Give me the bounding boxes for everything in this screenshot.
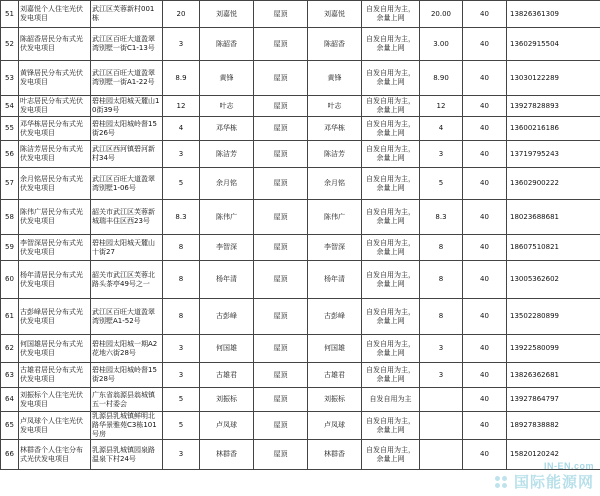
grid-capacity: 20.00 bbox=[420, 1, 463, 28]
project-owner: 余月铭 bbox=[200, 168, 254, 200]
investor-name: 陈洁芳 bbox=[308, 141, 362, 168]
grid-capacity: 5 bbox=[420, 168, 463, 200]
table-row bbox=[1, 363, 600, 388]
grid-capacity: 8 bbox=[420, 299, 463, 335]
project-address: 碧桂园太阳城天麓山十街27 bbox=[91, 235, 163, 261]
project-address: 乳源县乳城镇园泉路温泉下村24号 bbox=[91, 440, 163, 470]
investor-name: 卢凤球 bbox=[308, 412, 362, 440]
grid-capacity: 8 bbox=[420, 261, 463, 299]
voltage-level: 40 bbox=[463, 141, 507, 168]
contact-phone: 13927828893 bbox=[507, 96, 600, 117]
voltage-level: 40 bbox=[463, 61, 507, 96]
grid-connection-mode: 自发自用为主，余量上网 bbox=[362, 1, 420, 28]
project-owner: 黄锋 bbox=[200, 61, 254, 96]
project-owner: 陈洁芳 bbox=[200, 141, 254, 168]
grid-capacity: 8 bbox=[420, 235, 463, 261]
contact-phone: 13502280899 bbox=[507, 299, 600, 335]
installed-capacity: 8 bbox=[163, 299, 200, 335]
project-owner: 卢凤球 bbox=[200, 412, 254, 440]
project-address: 韶关市武江区芙蓉北路头茶亭49号之一 bbox=[91, 261, 163, 299]
table-row bbox=[1, 141, 600, 168]
contact-phone: 18607510821 bbox=[507, 235, 600, 261]
project-address: 广东省翁源县翁城镇五一村委会 bbox=[91, 388, 163, 412]
project-owner: 何国雄 bbox=[200, 335, 254, 363]
table-row bbox=[1, 235, 600, 261]
project-name: 卢凤球个人住宅光伏发电项目 bbox=[19, 412, 91, 440]
investor-name: 余月铭 bbox=[308, 168, 362, 200]
project-name: 李智深居民分布式光伏发电项目 bbox=[19, 235, 91, 261]
project-address: 碧桂园太阳城岭督15街28号 bbox=[91, 363, 163, 388]
row-number: 53 bbox=[1, 61, 19, 96]
grid-connection-mode: 自发自用为主，余量上网 bbox=[362, 141, 420, 168]
project-address: 武江区百旺大道盈翠湾别墅一街C1-13号 bbox=[91, 28, 163, 61]
grid-connection-mode: 自发自用为主，余量上网 bbox=[362, 412, 420, 440]
project-owner: 刘振标 bbox=[200, 388, 254, 412]
project-name: 陈洁芳居民分布式光伏发电项目 bbox=[19, 141, 91, 168]
project-owner: 刘嘉悦 bbox=[200, 1, 254, 28]
installed-capacity: 3 bbox=[163, 28, 200, 61]
voltage-level: 40 bbox=[463, 235, 507, 261]
investor-name: 杨年清 bbox=[308, 261, 362, 299]
table-row bbox=[1, 299, 600, 335]
contact-phone: 13602915504 bbox=[507, 28, 600, 61]
grid-capacity: 12 bbox=[420, 96, 463, 117]
installed-capacity: 12 bbox=[163, 96, 200, 117]
project-name: 叶志居民分布式光伏发电项目 bbox=[19, 96, 91, 117]
install-location: 屋顶 bbox=[254, 61, 308, 96]
table-body bbox=[1, 1, 600, 470]
project-name: 邓华栋居民分布式光伏发电项目 bbox=[19, 117, 91, 141]
project-name: 陈韶香居民分布式光伏发电项目 bbox=[19, 28, 91, 61]
watermark-name: 国际能源网 bbox=[513, 474, 594, 491]
installed-capacity: 3 bbox=[163, 440, 200, 470]
row-number: 51 bbox=[1, 1, 19, 28]
grid-connection-mode: 自发自用为主，余量上网 bbox=[362, 299, 420, 335]
project-name: 林群香个人住宅分布式光伏发电项目 bbox=[19, 440, 91, 470]
row-number: 56 bbox=[1, 141, 19, 168]
project-name: 古彭峰居民分布式光伏发电项目 bbox=[19, 299, 91, 335]
install-location: 屋顶 bbox=[254, 117, 308, 141]
row-number: 59 bbox=[1, 235, 19, 261]
voltage-level: 40 bbox=[463, 440, 507, 470]
voltage-level: 40 bbox=[463, 1, 507, 28]
table-row bbox=[1, 96, 600, 117]
grid-capacity bbox=[420, 440, 463, 470]
grid-capacity bbox=[420, 388, 463, 412]
grid-capacity: 4 bbox=[420, 117, 463, 141]
project-name: 杨年清居民分布式光伏发电项目 bbox=[19, 261, 91, 299]
installed-capacity: 8.3 bbox=[163, 200, 200, 235]
voltage-level: 40 bbox=[463, 200, 507, 235]
contact-phone: 13719795243 bbox=[507, 141, 600, 168]
investor-name: 叶志 bbox=[308, 96, 362, 117]
contact-phone: 13927864797 bbox=[507, 388, 600, 412]
watermark-domain: IN-EN.com bbox=[543, 461, 594, 471]
voltage-level: 40 bbox=[463, 117, 507, 141]
contact-phone: 18023688681 bbox=[507, 200, 600, 235]
installed-capacity: 20 bbox=[163, 1, 200, 28]
project-owner: 陈韶香 bbox=[200, 28, 254, 61]
investor-name: 黄锋 bbox=[308, 61, 362, 96]
installed-capacity: 8 bbox=[163, 235, 200, 261]
project-name: 何国雄居民分布式光伏发电项目 bbox=[19, 335, 91, 363]
project-owner: 古雄君 bbox=[200, 363, 254, 388]
project-name: 刘嘉悦个人住宅光伏发电项目 bbox=[19, 1, 91, 28]
install-location: 屋顶 bbox=[254, 96, 308, 117]
table-row bbox=[1, 440, 600, 470]
project-address: 碧桂园太阳城一期A2花地六街28号 bbox=[91, 335, 163, 363]
installed-capacity: 8.9 bbox=[163, 61, 200, 96]
row-number: 60 bbox=[1, 261, 19, 299]
contact-phone: 13602900222 bbox=[507, 168, 600, 200]
installed-capacity: 3 bbox=[163, 141, 200, 168]
install-location: 屋顶 bbox=[254, 261, 308, 299]
grid-connection-mode: 自发自用为主，余量上网 bbox=[362, 61, 420, 96]
install-location: 屋顶 bbox=[254, 412, 308, 440]
install-location: 屋顶 bbox=[254, 1, 308, 28]
row-number: 64 bbox=[1, 388, 19, 412]
installed-capacity: 3 bbox=[163, 363, 200, 388]
install-location: 屋顶 bbox=[254, 141, 308, 168]
project-owner: 邓华栋 bbox=[200, 117, 254, 141]
install-location: 屋顶 bbox=[254, 168, 308, 200]
project-owner: 叶志 bbox=[200, 96, 254, 117]
grid-capacity: 8.90 bbox=[420, 61, 463, 96]
investor-name: 李智深 bbox=[308, 235, 362, 261]
grid-connection-mode: 自发自用为主，余量上网 bbox=[362, 168, 420, 200]
table-row bbox=[1, 168, 600, 200]
grid-connection-mode: 自发自用为主，余量上网 bbox=[362, 363, 420, 388]
grid-connection-mode: 自发自用为主，余量上网 bbox=[362, 96, 420, 117]
investor-name: 刘振标 bbox=[308, 388, 362, 412]
voltage-level: 40 bbox=[463, 335, 507, 363]
project-address: 韶关市武江区芙蓉新城瑞丰住区西23号 bbox=[91, 200, 163, 235]
grid-capacity: 3 bbox=[420, 363, 463, 388]
installed-capacity: 5 bbox=[163, 388, 200, 412]
install-location: 屋顶 bbox=[254, 335, 308, 363]
grid-connection-mode: 自发自用为主，余量上网 bbox=[362, 28, 420, 61]
grid-capacity: 3.00 bbox=[420, 28, 463, 61]
project-address: 武江区芙蓉新村001栋 bbox=[91, 1, 163, 28]
row-number: 58 bbox=[1, 200, 19, 235]
voltage-level: 40 bbox=[463, 299, 507, 335]
voltage-level: 40 bbox=[463, 388, 507, 412]
grid-connection-mode: 自发自用为主，余量上网 bbox=[362, 261, 420, 299]
row-number: 52 bbox=[1, 28, 19, 61]
grid-connection-mode: 自发自用为主，余量上网 bbox=[362, 440, 420, 470]
contact-phone: 13826361309 bbox=[507, 1, 600, 28]
contact-phone: 18927838882 bbox=[507, 412, 600, 440]
project-name: 黄锋居民分布式光伏发电项目 bbox=[19, 61, 91, 96]
table-row bbox=[1, 28, 600, 61]
install-location: 屋顶 bbox=[254, 388, 308, 412]
table-row bbox=[1, 261, 600, 299]
row-number: 62 bbox=[1, 335, 19, 363]
grid-capacity bbox=[420, 412, 463, 440]
investor-name: 陈伟广 bbox=[308, 200, 362, 235]
table-row bbox=[1, 200, 600, 235]
investor-name: 刘嘉悦 bbox=[308, 1, 362, 28]
project-name: 古雄君居民分布式光伏发电项目 bbox=[19, 363, 91, 388]
install-location: 屋顶 bbox=[254, 440, 308, 470]
table-row bbox=[1, 388, 600, 412]
project-address: 碧桂园太阳城岭督15街26号 bbox=[91, 117, 163, 141]
installed-capacity: 8 bbox=[163, 261, 200, 299]
row-number: 65 bbox=[1, 412, 19, 440]
contact-phone: 13922580099 bbox=[507, 335, 600, 363]
installed-capacity: 5 bbox=[163, 168, 200, 200]
table-row bbox=[1, 117, 600, 141]
install-location: 屋顶 bbox=[254, 200, 308, 235]
contact-phone: 13826362681 bbox=[507, 363, 600, 388]
install-location: 屋顶 bbox=[254, 299, 308, 335]
project-owner: 杨年清 bbox=[200, 261, 254, 299]
voltage-level: 40 bbox=[463, 168, 507, 200]
grid-connection-mode: 自发自用为主，余量上网 bbox=[362, 235, 420, 261]
voltage-level: 40 bbox=[463, 412, 507, 440]
contact-phone: 13005362602 bbox=[507, 261, 600, 299]
grid-connection-mode: 自发自用为主，余量上网 bbox=[362, 117, 420, 141]
project-name: 刘振标个人住宅光伏发电项目 bbox=[19, 388, 91, 412]
watermark-logo-icon bbox=[495, 476, 509, 490]
project-address: 武江区百旺大道盈翠湾别墅一街A1-22号 bbox=[91, 61, 163, 96]
installed-capacity: 4 bbox=[163, 117, 200, 141]
row-number: 63 bbox=[1, 363, 19, 388]
voltage-level: 40 bbox=[463, 96, 507, 117]
installed-capacity: 5 bbox=[163, 412, 200, 440]
project-address: 武江区西河镇碧河新村34号 bbox=[91, 141, 163, 168]
grid-connection-mode: 自发自用为主，余量上网 bbox=[362, 335, 420, 363]
install-location: 屋顶 bbox=[254, 235, 308, 261]
row-number: 66 bbox=[1, 440, 19, 470]
project-address: 武江区百旺大道盈翠湾别墅1-06号 bbox=[91, 168, 163, 200]
voltage-level: 40 bbox=[463, 363, 507, 388]
project-name: 余月铭居民分布式光伏发电项目 bbox=[19, 168, 91, 200]
row-number: 54 bbox=[1, 96, 19, 117]
project-name: 陈伟广居民分布式光伏发电项目 bbox=[19, 200, 91, 235]
investor-name: 陈韶香 bbox=[308, 28, 362, 61]
grid-capacity: 3 bbox=[420, 141, 463, 168]
investor-name: 古雄君 bbox=[308, 363, 362, 388]
investor-name: 何国雄 bbox=[308, 335, 362, 363]
install-location: 屋顶 bbox=[254, 363, 308, 388]
contact-phone: 13030122289 bbox=[507, 61, 600, 96]
project-address: 乳源县乳城镇鲜明北路华景雅苑C3栋101号房 bbox=[91, 412, 163, 440]
table-row bbox=[1, 61, 600, 96]
row-number: 57 bbox=[1, 168, 19, 200]
grid-connection-mode: 自发自用为主 bbox=[362, 388, 420, 412]
voltage-level: 40 bbox=[463, 28, 507, 61]
table-row bbox=[1, 335, 600, 363]
project-owner: 古彭峰 bbox=[200, 299, 254, 335]
grid-connection-mode: 自发自用为主，余量上网 bbox=[362, 200, 420, 235]
project-address: 武江区百旺大道盈翠湾别墅A1-52号 bbox=[91, 299, 163, 335]
project-address: 碧桂园太阳城天麓山10街39号 bbox=[91, 96, 163, 117]
project-owner: 李智深 bbox=[200, 235, 254, 261]
voltage-level: 40 bbox=[463, 261, 507, 299]
project-owner: 林群香 bbox=[200, 440, 254, 470]
investor-name: 林群香 bbox=[308, 440, 362, 470]
row-number: 55 bbox=[1, 117, 19, 141]
grid-capacity: 3 bbox=[420, 335, 463, 363]
project-owner: 陈伟广 bbox=[200, 200, 254, 235]
investor-name: 古彭峰 bbox=[308, 299, 362, 335]
table-row bbox=[1, 412, 600, 440]
contact-phone: 15820120242 bbox=[507, 440, 600, 470]
install-location: 屋顶 bbox=[254, 28, 308, 61]
contact-phone: 13600216186 bbox=[507, 117, 600, 141]
table-row bbox=[1, 1, 600, 28]
installed-capacity: 3 bbox=[163, 335, 200, 363]
investor-name: 邓华栋 bbox=[308, 117, 362, 141]
grid-capacity: 8.3 bbox=[420, 200, 463, 235]
row-number: 61 bbox=[1, 299, 19, 335]
